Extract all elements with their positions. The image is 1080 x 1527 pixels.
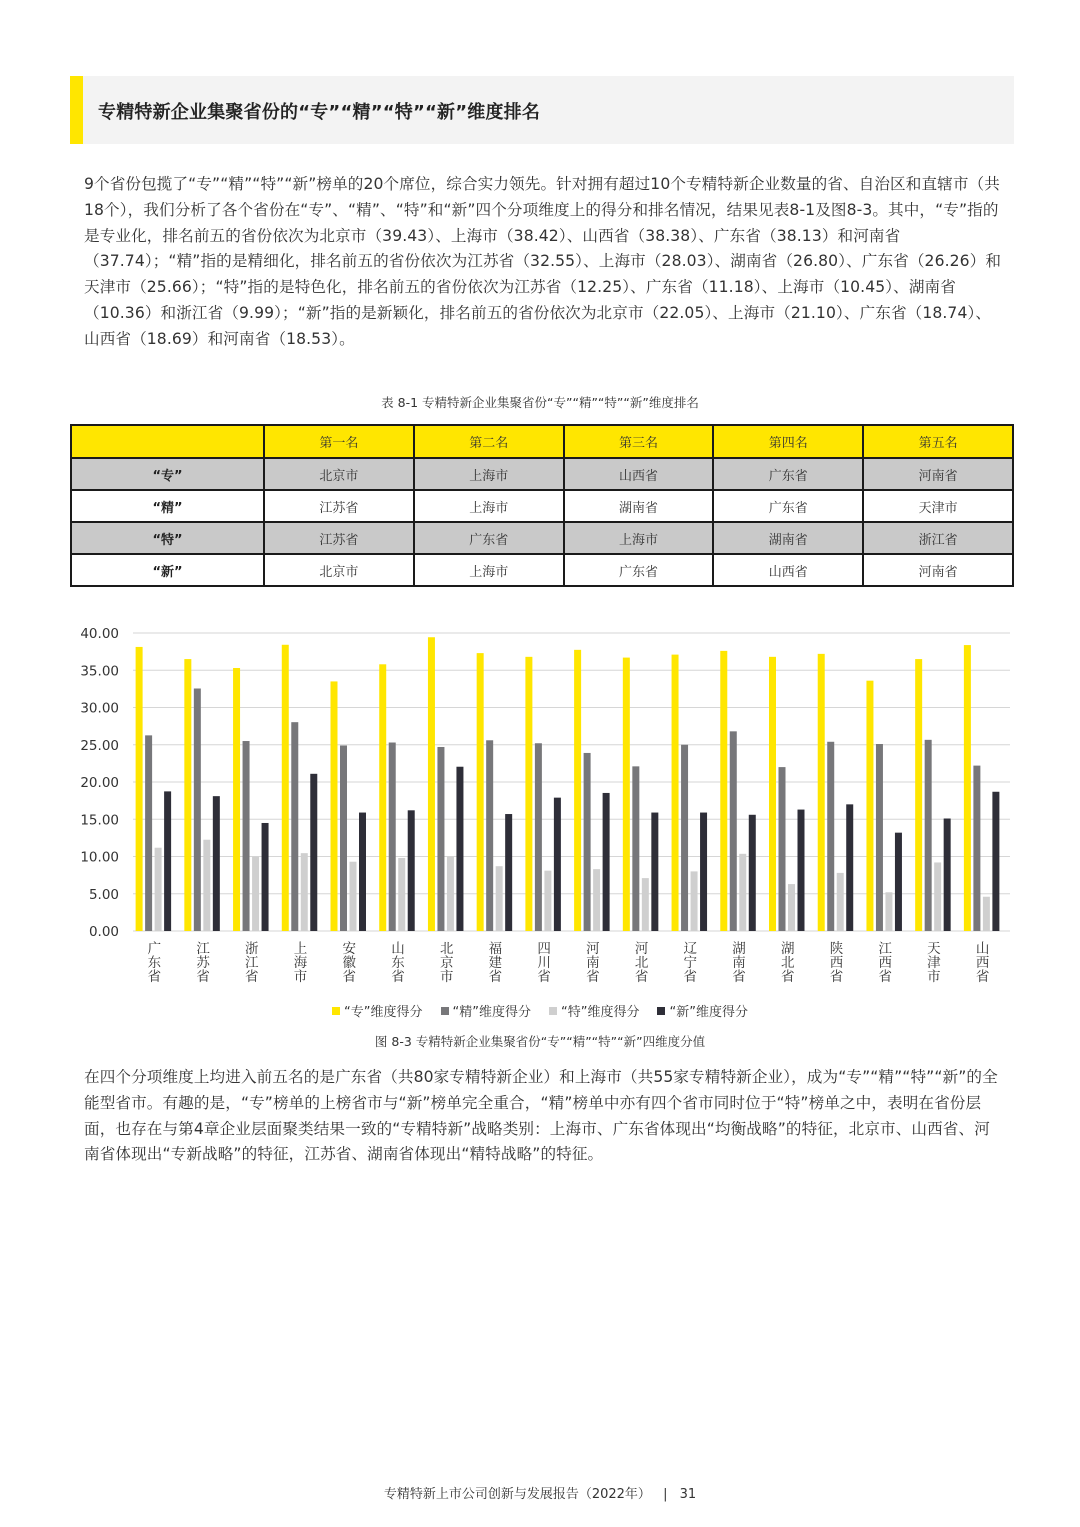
bar [964, 645, 971, 931]
table-row [71, 458, 1013, 490]
bar [866, 681, 873, 931]
bar [730, 731, 737, 931]
y-tick-label: 30.00 [80, 700, 119, 717]
row-label: “精” [71, 490, 264, 522]
page-number: 31 [679, 1487, 697, 1502]
figure-caption: 图 8-3 专精特新企业集聚省份“专”“精”“特”“新”四维度分值 [374, 1034, 706, 1049]
legend-item [657, 1001, 747, 1020]
bar [574, 650, 581, 931]
footer-separator: | [663, 1487, 668, 1502]
table-header-cell: 第四名 [713, 425, 863, 458]
table-cell: 江苏省 [264, 490, 414, 522]
bar [691, 871, 698, 931]
legend-swatch [332, 1007, 340, 1015]
x-tick-label: 福建省 [488, 941, 503, 985]
bar [164, 791, 171, 931]
x-tick-label: 四川省 [537, 941, 551, 985]
bar [584, 753, 591, 931]
y-tick-label: 5.00 [88, 886, 119, 903]
table-row [71, 490, 1013, 522]
intro-paragraph: 9个省份包揽了“专”“精”“特”“新”榜单的20个席位，综合实力领先。针对拥有超过10个专精特新企业数量的省、自治区和直辖市（共18个），我们分析了各个省份在“专”、“精”、“特”和“新”四个分项维度上的得分和排名情况，结果见表8-1及图8-3。其中，“专”指的是专业化，排名前五的省份依次为北京市（39.43）、上海市（38.42）、山西省（38.38）、广东省（38.13）和河南省（37.74）；“精”指的是精细化，排名前五的省份依次为江苏省（32.55）、上海市（28.03）、湖南省（26.80）、广东省（26.26）和天津市（25.66）；“特”指的是特色化，排名前五的省份依次为江苏省（12.25）、广东省（11.18）、上海市（10.45）、湖南省（10.36）和浙江省（9.99）；“新”指的是新颖化，排名前五的省份依次为北京市（22.05）、上海市（21.10）、广东省（18.74）、山西省（18.69）和河南省（18.53）。 [84, 175, 1002, 348]
table-cell: 北京市 [264, 554, 414, 586]
bar [739, 854, 746, 931]
bar [544, 871, 551, 931]
x-tick-label: 山东省 [391, 941, 405, 985]
bar [925, 740, 932, 931]
table-header-cell: 第二名 [414, 425, 564, 458]
table-cell: 广东省 [564, 554, 714, 586]
legend-item [549, 1001, 639, 1020]
bar [389, 743, 396, 931]
bar [408, 810, 415, 931]
x-tick-label: 上海市 [293, 941, 308, 985]
bar [593, 869, 600, 931]
bar [136, 647, 143, 931]
row-label: “新” [71, 554, 264, 586]
y-tick-label: 15.00 [80, 812, 119, 829]
bar [788, 884, 795, 931]
bar [934, 862, 941, 931]
bar [915, 659, 922, 931]
x-tick-label: 江苏省 [196, 941, 210, 985]
bar [700, 813, 707, 931]
x-tick-label: 湖北省 [781, 941, 795, 985]
bar [779, 767, 786, 931]
bar [632, 766, 639, 931]
table-header-cell: 第一名 [264, 425, 414, 458]
table-cell: 上海市 [414, 490, 564, 522]
x-tick-label: 辽宁省 [683, 941, 698, 985]
bar [155, 848, 162, 931]
x-tick-label: 天津市 [927, 941, 941, 985]
footer-title: 专精特新上市公司创新与发展报告（2022年） [383, 1487, 651, 1502]
bar [310, 774, 317, 931]
row-label: “特” [71, 522, 264, 554]
table-cell: 广东省 [713, 458, 863, 490]
legend-item [441, 1001, 531, 1020]
table-cell: 广东省 [713, 490, 863, 522]
bar [944, 819, 951, 931]
x-tick-label: 河北省 [634, 941, 649, 985]
bar [827, 742, 834, 931]
bar [282, 645, 289, 931]
bar [398, 858, 405, 931]
bar [233, 668, 240, 931]
table-cell: 上海市 [414, 554, 564, 586]
bar [379, 664, 386, 931]
bar [213, 796, 220, 931]
bar [331, 681, 338, 931]
bar [623, 658, 630, 931]
bar [672, 655, 679, 931]
bar-chart [70, 615, 1015, 995]
x-tick-label: 浙江省 [245, 941, 259, 985]
table-cell: 河南省 [863, 458, 1013, 490]
table-cell: 江苏省 [264, 522, 414, 554]
section-header [70, 76, 1014, 144]
table-header-cell [71, 425, 264, 458]
bar [603, 793, 610, 931]
bar [525, 657, 532, 931]
bar [437, 747, 444, 931]
bar [749, 815, 756, 931]
bar [496, 866, 503, 931]
bar [651, 813, 658, 931]
bar [983, 897, 990, 931]
bar [194, 689, 201, 931]
x-tick-label: 安徽省 [342, 941, 356, 985]
legend-label: “专”维度得分 [344, 1005, 423, 1020]
bar [145, 735, 152, 931]
bar [876, 744, 883, 931]
bar [262, 823, 269, 931]
y-tick-label: 10.00 [80, 849, 119, 866]
table-header-row [71, 425, 1013, 458]
bar [837, 873, 844, 931]
table-row [71, 554, 1013, 586]
x-tick-label: 湖南省 [732, 941, 746, 985]
table-row [71, 522, 1013, 554]
table-cell: 上海市 [564, 522, 714, 554]
bar [681, 745, 688, 931]
bar [486, 740, 493, 931]
bar [350, 862, 357, 931]
table-cell: 北京市 [264, 458, 414, 490]
table-caption: 表 8-1 专精特新企业集聚省份“专”“精”“特”“新”维度排名 [381, 395, 699, 410]
table-cell: 浙江省 [863, 522, 1013, 554]
x-tick-label: 陕西省 [829, 941, 844, 985]
ranking-table [70, 424, 1014, 587]
bar [769, 657, 776, 931]
bar [340, 745, 347, 931]
legend-swatch [549, 1007, 557, 1015]
bar [798, 810, 805, 931]
bar [505, 814, 512, 931]
accent-bar [70, 76, 83, 144]
table-cell: 湖南省 [564, 490, 714, 522]
table-cell: 山西省 [564, 458, 714, 490]
legend-label: “特”维度得分 [561, 1005, 640, 1020]
bar [456, 767, 463, 931]
bar [359, 813, 366, 931]
bar [184, 659, 191, 931]
bar [291, 722, 298, 931]
table-cell: 山西省 [713, 554, 863, 586]
legend-label: “精”维度得分 [452, 1005, 531, 1020]
y-tick-label: 35.00 [80, 663, 119, 680]
bar [243, 741, 250, 931]
table-header-cell: 第五名 [863, 425, 1013, 458]
page-footer [0, 1483, 1080, 1502]
section-title: 专精特新企业集聚省份的“专”“精”“特”“新”维度排名 [98, 102, 541, 123]
bar [992, 792, 999, 931]
bar [885, 892, 892, 931]
legend-swatch [657, 1007, 665, 1015]
bar [642, 878, 649, 931]
table-cell: 河南省 [863, 554, 1013, 586]
x-tick-label: 广东省 [147, 941, 162, 985]
y-tick-label: 0.00 [88, 924, 119, 940]
x-tick-label: 山西省 [975, 941, 990, 985]
bar [973, 766, 980, 931]
y-tick-label: 40.00 [80, 626, 119, 642]
bar [895, 833, 902, 931]
bar [477, 653, 484, 931]
analysis-paragraph: 在四个分项维度上均进入前五名的是广东省（共80家专精特新企业）和上海市（共55家专精特新企业），成为“专”“精”“特”“新”的全能型省市。有趣的是，“专”榜单的上榜省市与“新”榜单完全重合，“精”榜单中亦有四个省市同时位于“特”榜单之中，表明在省份层面，也存在与第4章企业层面聚类结果一致的“专精特新”战略类别：上海市、广东省体现出“均衡战略”的特征，北京市、山西省、河南省体现出“专新战略”的特征，江苏省、湖南省体现出“精特战略”的特征。 [84, 1068, 998, 1164]
table-header-cell: 第三名 [564, 425, 714, 458]
bar [252, 857, 259, 931]
row-label: “专” [71, 458, 264, 490]
legend-item [332, 1001, 422, 1020]
bar [554, 798, 561, 931]
legend-label: “新”维度得分 [669, 1005, 748, 1020]
table-cell: 天津市 [863, 490, 1013, 522]
bar [720, 651, 727, 931]
bar [846, 804, 853, 931]
x-tick-label: 江西省 [878, 941, 892, 985]
y-tick-label: 25.00 [80, 737, 119, 754]
table-cell: 上海市 [414, 458, 564, 490]
bar [818, 654, 825, 931]
bar [428, 637, 435, 931]
table-cell: 湖南省 [713, 522, 863, 554]
legend-swatch [441, 1007, 449, 1015]
x-tick-label: 河南省 [586, 941, 600, 985]
bar [447, 857, 454, 932]
x-tick-label: 北京市 [439, 941, 454, 985]
bar [301, 853, 308, 931]
table-cell: 广东省 [414, 522, 564, 554]
bar [203, 840, 210, 931]
chart-legend [0, 1001, 1080, 1020]
bar [535, 743, 542, 931]
y-tick-label: 20.00 [80, 775, 119, 791]
